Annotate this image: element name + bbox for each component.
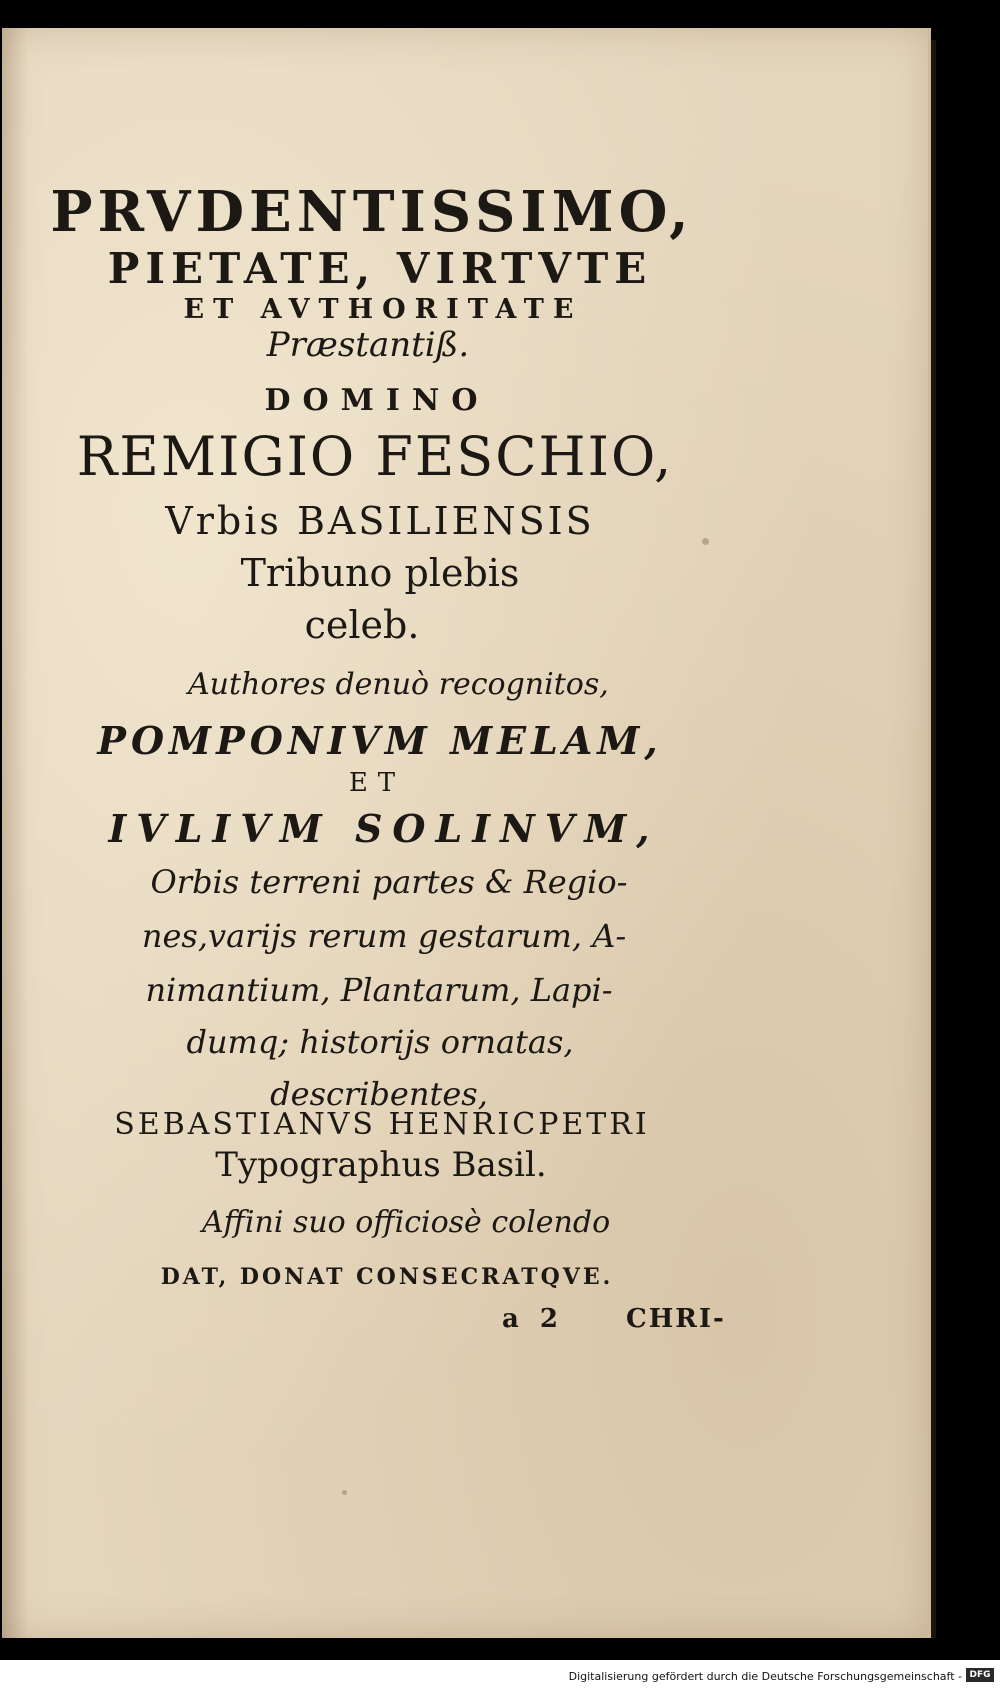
paper-stain — [702, 538, 709, 545]
funding-notice: Digitalisierung gefördert durch die Deutsche Forschungsgemeinschaft - — [568, 1670, 962, 1683]
conjunction: ET — [348, 768, 406, 798]
paper-stain — [342, 1490, 347, 1495]
dfg-logo: DFG — [966, 1668, 994, 1682]
dedication-line-2: PIETATE, VIRTVTE — [107, 244, 653, 293]
catchword: CHRI- — [626, 1304, 726, 1334]
author-solinus: IVLIVM SOLINVM, — [108, 806, 660, 851]
dedicatee-epithet: celeb. — [304, 603, 420, 647]
description-line-5: describentes, — [270, 1075, 488, 1113]
dedicatee-name: REMIGIO FESCHIO, — [76, 425, 674, 488]
dedication-line-5: DOMINO — [264, 383, 490, 418]
description-line-3: nimantium, Plantarum, Lapi- — [145, 971, 613, 1009]
footer-bar — [0, 1660, 1000, 1695]
signature-mark: a 2 — [502, 1304, 564, 1334]
dedicatee-city: Vrbis BASILIENSIS — [165, 499, 595, 543]
dedication-closing: DAT, DONAT CONSECRATQVE. — [160, 1264, 614, 1290]
dedication-line-3: ET AVTHORITATE — [183, 294, 583, 325]
dedication-formula: Affini suo officiosè colendo — [202, 1205, 611, 1240]
dedication-line-1: PRVDENTISSIMO, — [50, 179, 694, 245]
dedication-line-4: Præstantiß. — [266, 325, 470, 365]
authors-intro: Authores denuò recognitos, — [188, 667, 609, 702]
printer-name: SEBASTIANVS HENRICPETRI — [114, 1107, 650, 1142]
description-line-4: dumq; historijs ornatas, — [186, 1023, 574, 1061]
description-line-2: nes,varijs rerum gestarum, A- — [141, 917, 627, 955]
author-mela: POMPONIVM MELAM, — [97, 718, 663, 763]
description-line-1: Orbis terreni partes & Regio- — [150, 863, 628, 901]
book-page — [2, 28, 931, 1638]
printer-title: Typographus Basil. — [215, 1145, 547, 1185]
dedicatee-office: Tribuno plebis — [240, 551, 520, 595]
